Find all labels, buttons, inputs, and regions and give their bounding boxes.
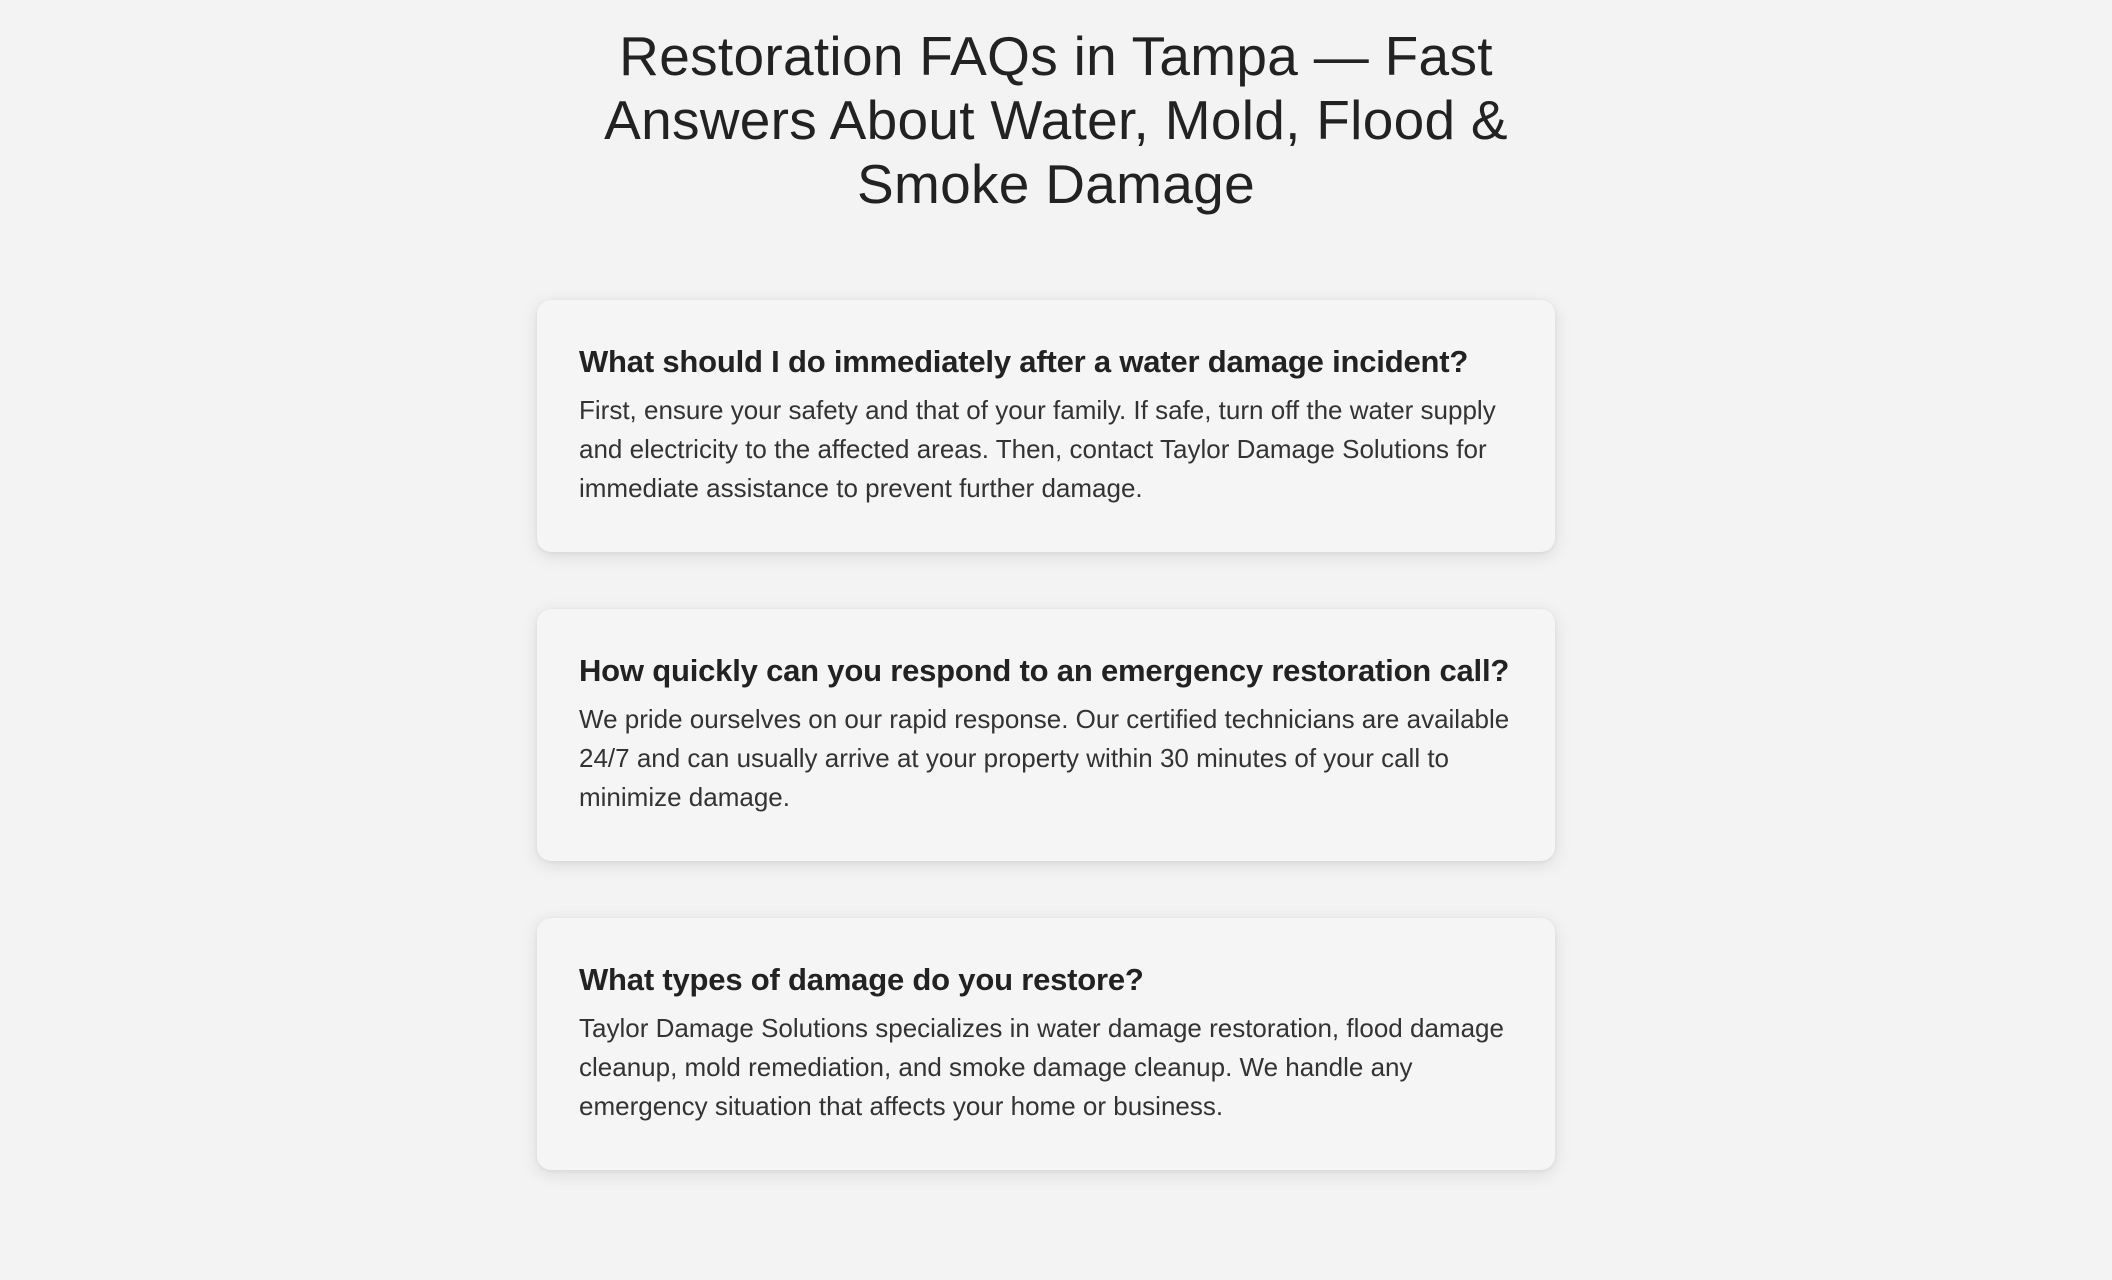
faq-card-response-time [537, 609, 1555, 861]
faq-question: What should I do immediately after a water damage incident? [579, 344, 1469, 379]
faq-answer: First, ensure your safety and that of your family. If safe, turn off the water supply and electricity to the affected areas. Then, contact Taylor Damage Solutions for immediate assistance to prevent further damage. [579, 395, 1496, 503]
faq-card-damage-types [537, 918, 1555, 1170]
faq-question: How quickly can you respond to an emergency restoration call? [579, 653, 1510, 688]
faq-answer: Taylor Damage Solutions specializes in water damage restoration, flood damage cleanup, mold remediation, and smoke damage cleanup. We handle any emergency situation that affects your home or business. [579, 1013, 1504, 1121]
faq-card-water-damage [537, 300, 1555, 552]
faq-question: What types of damage do you restore? [579, 962, 1144, 997]
faq-answer: We pride ourselves on our rapid response. Our certified technicians are available 24/7 and can usually arrive at your property within 30 minutes of your call to minimize damage. [579, 704, 1510, 812]
page-title: Restoration FAQs in Tampa — Fast Answers About Water, Mold, Flood & Smoke Damage [604, 25, 1508, 215]
faq-list [537, 300, 1555, 1227]
